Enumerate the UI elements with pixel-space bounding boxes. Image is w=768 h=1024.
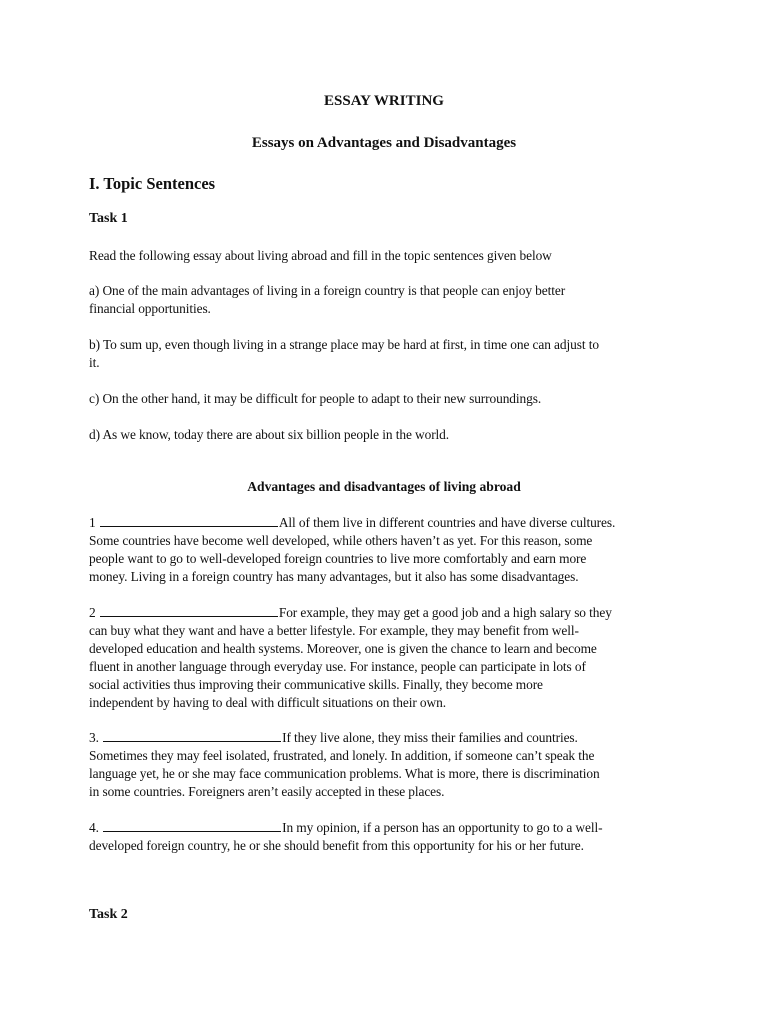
paragraph-line: In my opinion, if a person has an opportunity to go to a well- (282, 820, 603, 835)
fill-in-blank (100, 604, 278, 617)
paragraph-line: social activities thus improving their communicative skills. Finally, they become more (89, 677, 543, 692)
paragraph-number: 3. (89, 730, 99, 745)
paragraph-3-first-line (89, 729, 578, 747)
option-b-line-2: it. (89, 355, 100, 370)
paragraph-number: 1 (89, 515, 96, 530)
option-a-line-2: financial opportunities. (89, 301, 211, 316)
fill-in-blank (103, 729, 281, 742)
paragraph-1-first-line (89, 514, 615, 532)
paragraph-line: developed education and health systems. Moreover, one is given the chance to learn and become (89, 641, 597, 656)
paragraph-line: people want to go to well-developed foreign countries to live more comfortably and earn more (89, 551, 587, 566)
paragraph-line: can buy what they want and have a better lifestyle. For example, they may benefit from well- (89, 623, 579, 638)
paragraph-line: If they live alone, they miss their families and countries. (282, 730, 578, 745)
paragraph-line: money. Living in a foreign country has many advantages, but it also has some disadvantages. (89, 569, 579, 584)
document-subtitle: Essays on Advantages and Disadvantages (251, 135, 517, 151)
task-1-instruction: Read the following essay about living abroad and fill in the topic sentences given below (89, 248, 552, 263)
paragraph-line: fluent in another language through everyday use. For instance, people can participate in lots of (89, 659, 586, 674)
essay-title: Advantages and disadvantages of living abroad (247, 479, 521, 494)
paragraph-4-first-line (89, 819, 602, 837)
paragraph-line: All of them live in different countries and have diverse cultures. (278, 515, 616, 530)
task-1-label: Task 1 (89, 211, 128, 226)
paragraph-number: 4. (89, 820, 99, 835)
option-a-line-1: a) One of the main advantages of living in a foreign country is that people can enjoy better (89, 283, 566, 298)
section-heading: I. Topic Sentences (89, 174, 216, 193)
option-b-line-1: b) To sum up, even though living in a strange place may be hard at first, in time one can adjust to (89, 337, 599, 352)
document-title: ESSAY WRITING (324, 93, 444, 109)
fill-in-blank (103, 819, 281, 832)
task-2-label: Task 2 (89, 907, 128, 922)
paragraph-line: in some countries. Foreigners aren’t easily accepted in these places. (89, 784, 445, 799)
paragraph-line: independent by having to deal with difficult situations on their own. (89, 695, 446, 710)
option-d: d) As we know, today there are about six billion people in the world. (89, 427, 450, 442)
paragraph-line: Sometimes they may feel isolated, frustrated, and lonely. In addition, if someone can’t speak the (89, 748, 595, 763)
option-c: c) On the other hand, it may be difficult for people to adapt to their new surroundings. (89, 391, 542, 406)
paragraph-line: developed foreign country, he or she should benefit from this opportunity for his or her future. (89, 838, 584, 853)
paragraph-line: language yet, he or she may face communication problems. What is more, there is discrimination (89, 766, 600, 781)
paragraph-number: 2 (89, 605, 96, 620)
paragraph-line: Some countries have become well developed, while others haven’t as yet. For this reason, some (89, 533, 593, 548)
paragraph-line: For example, they may get a good job and a high salary so they (278, 605, 612, 620)
paragraph-2-first-line (89, 604, 612, 622)
fill-in-blank (100, 514, 278, 527)
